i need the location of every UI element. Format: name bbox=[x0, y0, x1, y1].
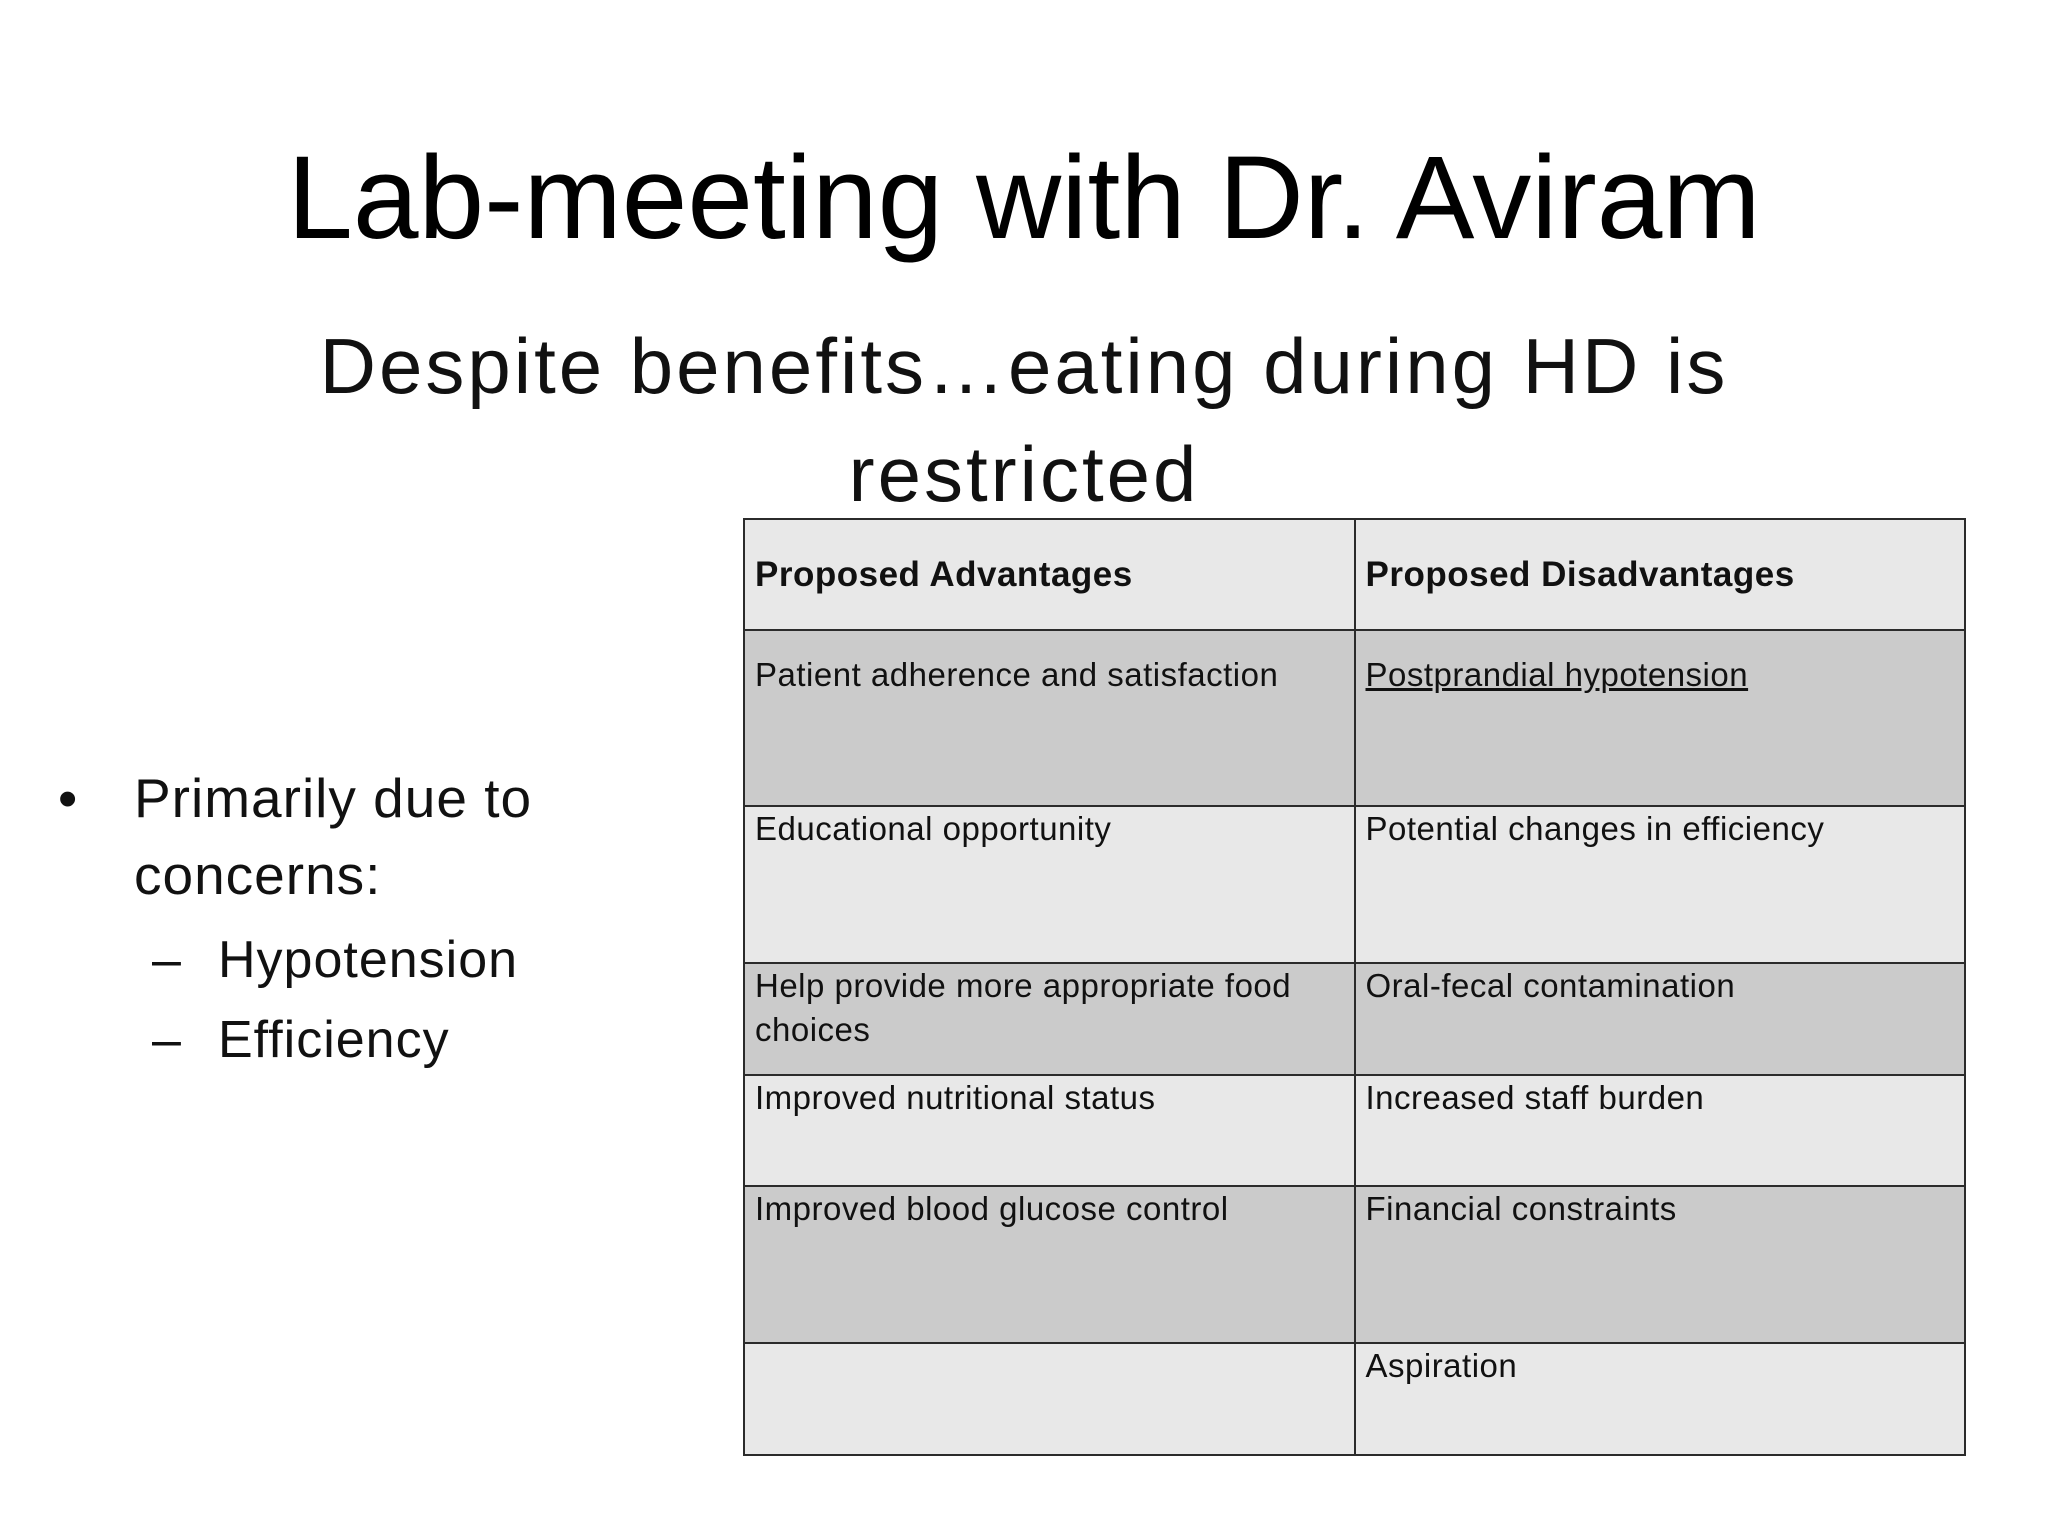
advantage-cell: Improved nutritional status bbox=[744, 1075, 1355, 1186]
comparison-table bbox=[743, 518, 1966, 1456]
table-row bbox=[744, 1343, 1965, 1455]
disadvantage-cell: Increased staff burden bbox=[1355, 1075, 1966, 1186]
bullet-list bbox=[54, 760, 714, 1080]
table-row bbox=[744, 1075, 1965, 1186]
sub-bullet-list bbox=[54, 920, 714, 1080]
table-row bbox=[744, 630, 1965, 806]
bullet-marker: • bbox=[58, 767, 79, 829]
advantage-cell: Patient adherence and satisfaction bbox=[744, 630, 1355, 806]
advantage-cell: Improved blood glucose control bbox=[744, 1186, 1355, 1343]
advantage-cell: Educational opportunity bbox=[744, 806, 1355, 963]
table-header-row bbox=[744, 519, 1965, 630]
sub-bullet-text: Efficiency bbox=[218, 1011, 450, 1069]
advantage-cell: Help provide more appropriate food choices bbox=[744, 963, 1355, 1075]
disadvantage-cell: Oral-fecal contamination bbox=[1355, 963, 1966, 1075]
sub-bullet-marker: – bbox=[152, 1011, 182, 1069]
table-row bbox=[744, 1186, 1965, 1343]
sub-bullet-marker: – bbox=[152, 931, 182, 989]
sub-bullet-text: Hypotension bbox=[218, 931, 519, 989]
sub-bullet-item bbox=[54, 920, 714, 1000]
disadvantage-cell: Potential changes in efficiency bbox=[1355, 806, 1966, 963]
header-advantages: Proposed Advantages bbox=[744, 519, 1355, 630]
bullet-item bbox=[54, 760, 714, 914]
table-row bbox=[744, 963, 1965, 1075]
advantage-cell bbox=[744, 1343, 1355, 1455]
disadvantage-cell: Financial constraints bbox=[1355, 1186, 1966, 1343]
header-disadvantages: Proposed Disadvantages bbox=[1355, 519, 1966, 630]
slide-subtitle: Despite benefits…eating during HD is restricted bbox=[319, 322, 1729, 518]
table-row bbox=[744, 806, 1965, 963]
disadvantage-cell: Aspiration bbox=[1355, 1343, 1966, 1455]
sub-bullet-item bbox=[54, 1000, 714, 1080]
disadvantage-cell: Postprandial hypotension bbox=[1355, 630, 1966, 806]
bullet-text: Primarily due to concerns: bbox=[134, 767, 533, 906]
slide-title: Lab-meeting with Dr. Aviram bbox=[287, 132, 1761, 264]
